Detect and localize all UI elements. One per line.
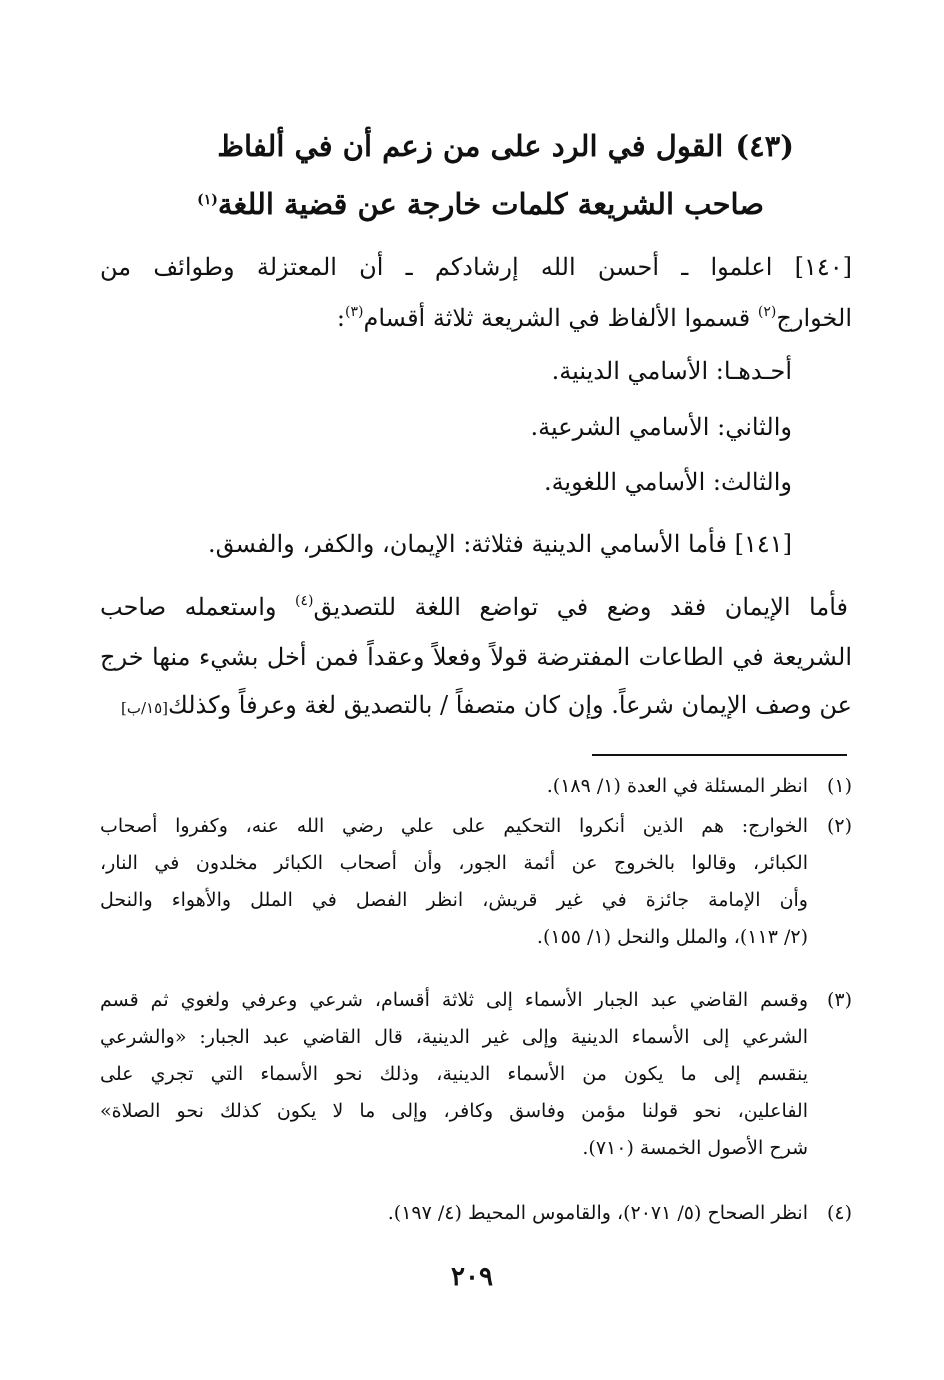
text-fragment: قسموا الألفاظ في الشريعة ثلاثة أقسام bbox=[363, 304, 758, 332]
footnote-number: (٢) bbox=[826, 815, 852, 837]
footnote-line: الكبائر، وقالوا بالخروج عن أئمة الجور، وأن أصحاب الكبائر مخلدون في النار، bbox=[100, 852, 808, 874]
section-heading-line-1 bbox=[134, 124, 794, 168]
manuscript-folio-ref: [١٥/ب] bbox=[121, 699, 169, 717]
paragraph-iman-line-2: الشريعة في الطاعات المفترضة قولاً وفعلاً وعقداً فمن أخل بشيء منها خرج bbox=[100, 643, 852, 671]
paragraph-iman-line-3 bbox=[100, 688, 852, 725]
footnote-line: وأن الإمامة جائزة في غير قريش، انظر الفصل في الملل والأهواء والنحل bbox=[100, 889, 808, 911]
footnote-text bbox=[100, 1195, 808, 1232]
paragraph-140-line-1: [١٤٠] اعلموا ـ أحسن الله إرشادكم ـ أن المعتزلة وطوائف من bbox=[100, 253, 852, 281]
footnote-4 bbox=[100, 1195, 852, 1232]
footnote-line: الشرعي إلى الأسماء الدينية وإلى غير الدينية، قال القاضي عبد الجبار: «والشرعي bbox=[100, 1026, 808, 1048]
section-heading-text-2: صاحب الشريعة كلمات خارجة عن قضية اللغة bbox=[217, 187, 764, 221]
paragraph-141: [١٤١] فأما الأسامي الدينية فثلاثة: الإيمان، والكفر، والفسق. bbox=[208, 530, 792, 558]
footnote-ref-1[interactable]: (١) bbox=[197, 192, 218, 208]
text-fragment: واستعمله صاحب bbox=[100, 593, 295, 621]
footnote-line: (٢/ ١١٣)، والملل والنحل (١/ ١٥٥). bbox=[536, 926, 808, 948]
footnote-line: الخوارج: هم الذين أنكروا التحكيم على علي رضي الله عنه، وكفروا أصحاب bbox=[100, 815, 808, 837]
footnote-text bbox=[100, 808, 808, 956]
footnote-ref-2[interactable]: (٢) bbox=[757, 304, 777, 320]
paragraph-140-line-2 bbox=[100, 301, 852, 335]
list-item: والثالث: الأسامي اللغوية. bbox=[543, 468, 792, 496]
footnote-line: ينقسم إلى ما يكون من الأسماء الدينية، وذلك نحو الأسماء التي تجري على bbox=[100, 1063, 808, 1085]
footnote-ref-4[interactable]: (٤) bbox=[294, 593, 314, 609]
text-fragment: عن وصف الإيمان شرعاً. وإن كان متصفاً / بالتصديق لغة وعرفاً وكذلك bbox=[168, 691, 852, 719]
section-heading-line-2 bbox=[104, 182, 764, 226]
footnote-number: (١) bbox=[826, 775, 852, 797]
text-fragment: الخوارج bbox=[776, 304, 852, 332]
section-heading-text-1: القول في الرد على من زعم أن في ألفاظ bbox=[217, 129, 724, 163]
footnote-ref-3[interactable]: (٣) bbox=[345, 304, 364, 320]
footnote-2 bbox=[100, 808, 852, 956]
footnote-line: الفاعلين، نحو قولنا مؤمن وفاسق وكافر، وإلى ما لا يكون كذلك نحو الصلاة» bbox=[100, 1100, 808, 1122]
list-item: والثاني: الأسامي الشرعية. bbox=[530, 413, 792, 441]
list-item: أحـدهـا: الأسامي الدينية. bbox=[551, 357, 792, 385]
footnote-line: وقسم القاضي عبد الجبار الأسماء إلى ثلاثة أقسام، شرعي وعرفي ولغوي ثم قسم bbox=[100, 989, 808, 1011]
footnote-number: (٣) bbox=[826, 989, 852, 1011]
footnote-line: انظر المسئلة في العدة (١/ ١٨٩). bbox=[546, 775, 808, 797]
page-number: ٢٠٩ bbox=[451, 1262, 493, 1292]
footnote-number: (٤) bbox=[826, 1202, 852, 1224]
footnote-text bbox=[100, 768, 808, 805]
footnote-line: انظر الصحاح (٥/ ٢٠٧١)، والقاموس المحيط (٤/ ١٩٧). bbox=[387, 1202, 808, 1224]
footnote-separator bbox=[592, 754, 847, 756]
text-fragment: : bbox=[336, 304, 346, 332]
text-fragment: فأما الإيمان فقد وضع في تواضع اللغة للتصديق bbox=[313, 593, 848, 621]
footnote-text bbox=[100, 982, 808, 1167]
section-number: (٤٣) bbox=[735, 129, 794, 163]
footnote-3 bbox=[100, 982, 852, 1167]
footnote-1 bbox=[100, 768, 852, 805]
paragraph-iman-line-1 bbox=[100, 590, 848, 624]
footnote-line: شرح الأصول الخمسة (٧١٠). bbox=[582, 1137, 808, 1159]
